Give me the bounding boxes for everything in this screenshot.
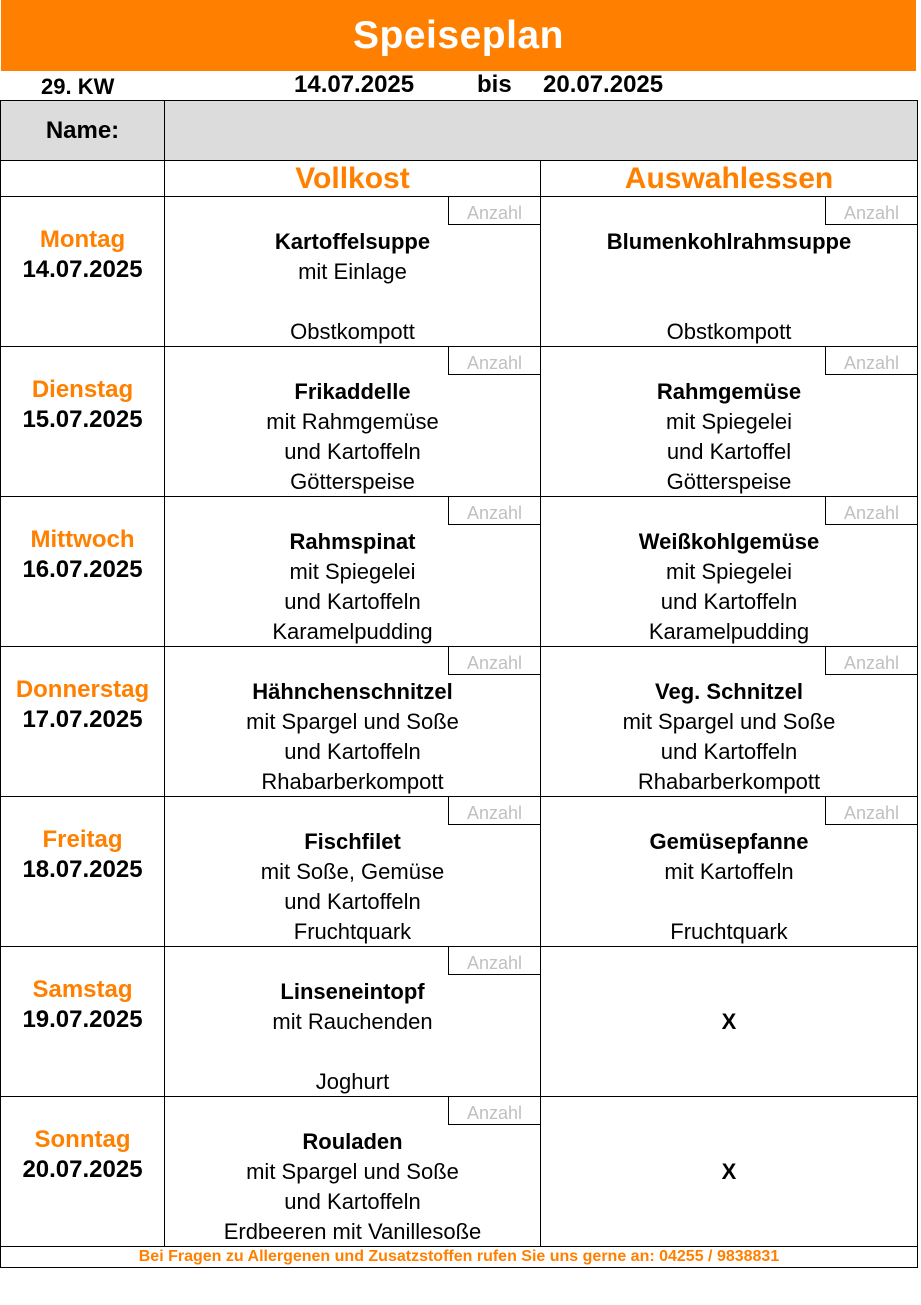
meal-line: und Kartoffeln (284, 739, 421, 764)
day-cell (1, 797, 165, 947)
day-row (1, 947, 918, 1097)
meal-line: Rhabarberkompott (261, 769, 444, 794)
meal-line: und Kartoffeln (284, 589, 421, 614)
meal-cell-auswahl (541, 197, 918, 347)
name-input-field[interactable] (165, 101, 918, 161)
quantity-field[interactable]: Anzahl (448, 946, 541, 975)
meal-cell-auswahl (541, 647, 918, 797)
quantity-field[interactable]: Anzahl (448, 796, 541, 825)
quantity-field[interactable]: Anzahl (825, 796, 918, 825)
weekday-name: Donnerstag (15, 676, 150, 703)
meal-cell-vollkost (165, 497, 541, 647)
meal-text (165, 977, 540, 1097)
menu-table (0, 100, 918, 1268)
date-to: 20.07.2025 (543, 71, 664, 98)
page-title: Speiseplan (1, 0, 916, 71)
meal-line: und Kartoffel (666, 439, 792, 464)
meal-main-dish: Rahmgemüse (656, 379, 802, 404)
meal-main-dish: Hähnchenschnitzel (252, 679, 453, 704)
meal-line: mit Spiegelei (666, 559, 792, 584)
meal-line: Obstkompott (666, 319, 792, 344)
column-header-vollkost: Vollkost (165, 161, 541, 197)
column-header-auswahlessen: Auswahlessen (541, 161, 918, 197)
weekday-date: 19.07.2025 (22, 1006, 143, 1033)
meal-line: und Kartoffeln (660, 739, 798, 764)
day-row (1, 647, 918, 797)
meal-text (165, 377, 540, 497)
quantity-field[interactable]: Anzahl (825, 646, 918, 675)
column-header-row (1, 161, 918, 197)
weekday-name: Freitag (42, 826, 123, 853)
meal-main-dish: Rahmspinat (289, 529, 416, 554)
quantity-field[interactable]: Anzahl (825, 346, 918, 375)
quantity-field[interactable]: Anzahl (448, 496, 541, 525)
weekday-date: 16.07.2025 (22, 556, 143, 583)
meal-main-dish: Weißkohlgemüse (638, 529, 820, 554)
meal-line: mit Kartoffeln (664, 859, 794, 884)
meal-line: und Kartoffeln (284, 889, 421, 914)
day-row (1, 347, 918, 497)
meal-text (165, 527, 540, 647)
weekday-name: Mittwoch (30, 526, 135, 553)
meal-line: Fruchtquark (670, 919, 788, 944)
footer-row (1, 1247, 918, 1268)
weekday-name: Samstag (32, 976, 133, 1003)
header-empty-cell (1, 161, 165, 197)
meal-line: Karamelpudding (272, 619, 433, 644)
meal-line: Joghurt (315, 1069, 390, 1094)
no-meal-mark: X (721, 1159, 737, 1184)
meal-line: Karamelpudding (648, 619, 810, 644)
meal-main-dish: Blumenkohlrahmsuppe (606, 229, 852, 254)
quantity-field[interactable]: Anzahl (448, 346, 541, 375)
meal-line: Rhabarberkompott (637, 769, 821, 794)
day-row (1, 797, 918, 947)
day-cell (1, 1097, 165, 1247)
meal-cell-auswahl (541, 347, 918, 497)
meal-line: Götterspeise (290, 469, 415, 494)
meal-line: mit Einlage (298, 259, 407, 284)
meal-main-dish: Frikaddelle (294, 379, 411, 404)
meal-line: Obstkompott (290, 319, 415, 344)
weekday-date: 17.07.2025 (22, 706, 143, 733)
meal-cell-auswahl (541, 1097, 918, 1247)
weekday-date: 14.07.2025 (22, 256, 143, 283)
meal-main-dish: Linseneintopf (280, 979, 425, 1004)
meal-cell-auswahl (541, 497, 918, 647)
meal-line: Götterspeise (666, 469, 792, 494)
meal-line: und Kartoffeln (660, 589, 798, 614)
meal-line (165, 1037, 540, 1067)
weekday-name: Montag (39, 226, 126, 253)
meal-cell-vollkost (165, 797, 541, 947)
meal-line: mit Spiegelei (666, 409, 792, 434)
meal-cell-vollkost (165, 947, 541, 1097)
weekday-date: 18.07.2025 (22, 856, 143, 883)
weekday-date: 15.07.2025 (22, 406, 143, 433)
meal-main-dish: Veg. Schnitzel (655, 679, 803, 704)
day-cell (1, 497, 165, 647)
meal-cell-vollkost (165, 647, 541, 797)
meal-text (541, 377, 917, 497)
meal-main-dish: Fischfilet (304, 829, 401, 854)
date-separator: bis (477, 71, 512, 98)
weekday-name: Dienstag (31, 376, 134, 403)
meal-text (541, 827, 917, 947)
meal-line: und Kartoffeln (284, 1189, 421, 1214)
quantity-field[interactable]: Anzahl (448, 646, 541, 675)
meal-main-dish: Rouladen (302, 1129, 403, 1154)
meal-line: mit Rauchenden (272, 1009, 433, 1034)
meal-line: mit Spiegelei (289, 559, 416, 584)
meal-text (165, 677, 540, 797)
meal-main-dish: Gemüsepfanne (649, 829, 809, 854)
meal-line: mit Soße, Gemüse (260, 859, 445, 884)
day-row (1, 197, 918, 347)
meal-line (541, 257, 917, 287)
meal-cell-auswahl (541, 797, 918, 947)
meal-line (541, 887, 917, 917)
name-row (1, 101, 918, 161)
quantity-field[interactable]: Anzahl (825, 196, 918, 225)
meal-line (541, 287, 917, 317)
meal-line: mit Spargel und Soße (246, 1159, 459, 1184)
day-cell (1, 347, 165, 497)
name-label: Name: (1, 101, 165, 161)
allergen-footer: Bei Fragen zu Allergenen und Zusatzstoffen rufen Sie uns gerne an: 04255 / 9838831 (1, 1247, 918, 1268)
meal-cell-vollkost (165, 197, 541, 347)
quantity-field[interactable]: Anzahl (448, 1096, 541, 1125)
week-row (1, 71, 916, 101)
meal-cell-auswahl (541, 947, 918, 1097)
meal-text (165, 1127, 540, 1247)
calendar-week: 29. KW (41, 74, 115, 99)
meal-text (541, 527, 917, 647)
meal-text (165, 827, 540, 947)
meal-cell-vollkost (165, 1097, 541, 1247)
meal-line (165, 287, 540, 317)
meal-main-dish: Kartoffelsuppe (274, 229, 431, 254)
meal-line: und Kartoffeln (284, 439, 421, 464)
day-row (1, 1097, 918, 1247)
meal-line: mit Rahmgemüse (266, 409, 439, 434)
weekday-date: 20.07.2025 (22, 1156, 143, 1183)
meal-text (165, 227, 540, 347)
meal-line: mit Spargel und Soße (246, 709, 459, 734)
no-meal-mark: X (721, 1009, 737, 1034)
weekday-name: Sonntag (34, 1126, 131, 1153)
quantity-field[interactable]: Anzahl (448, 196, 541, 225)
day-cell (1, 647, 165, 797)
meal-line: mit Spargel und Soße (622, 709, 836, 734)
meal-line: Fruchtquark (293, 919, 412, 944)
day-row (1, 497, 918, 647)
quantity-field[interactable]: Anzahl (825, 496, 918, 525)
day-cell (1, 947, 165, 1097)
meal-line: Erdbeeren mit Vanillesoße (223, 1219, 482, 1244)
meal-text (541, 677, 917, 797)
day-cell (1, 197, 165, 347)
meal-cell-vollkost (165, 347, 541, 497)
meal-text (541, 227, 917, 347)
date-from: 14.07.2025 (294, 71, 415, 98)
